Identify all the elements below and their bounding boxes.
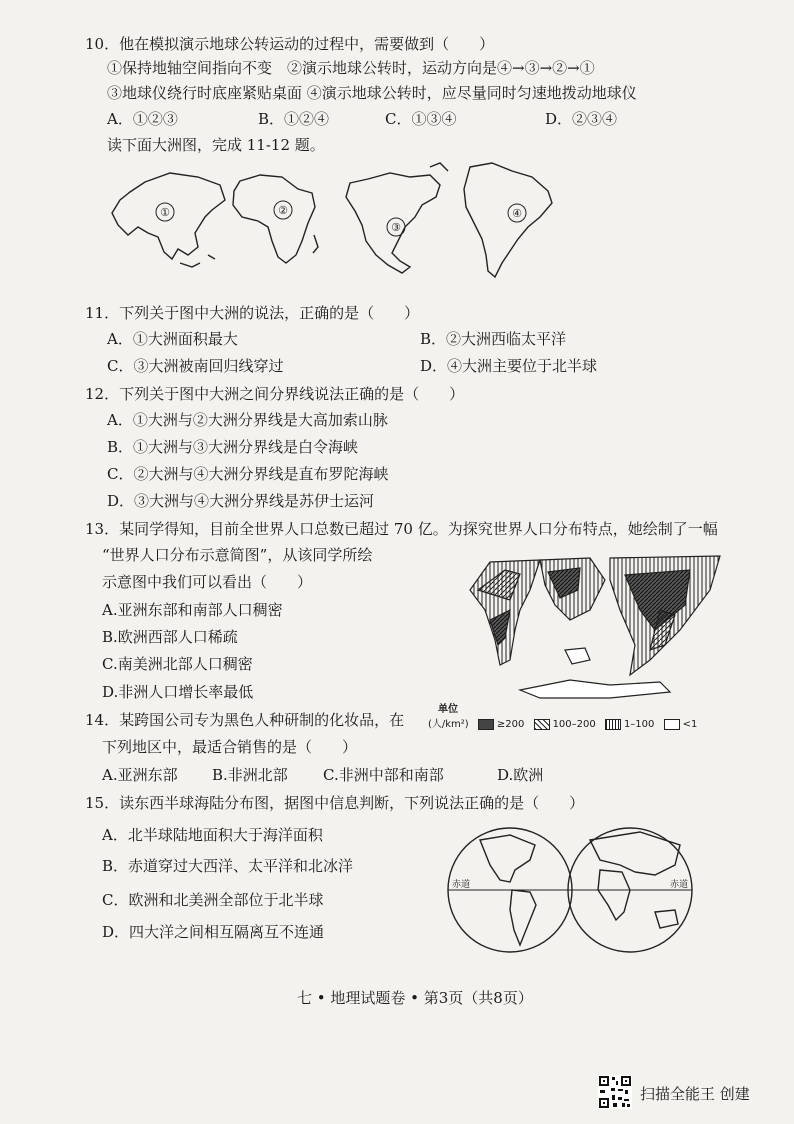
q14-option-c: C.非洲中部和南部 xyxy=(323,766,444,784)
legend-item: <1 xyxy=(682,719,698,730)
legend-swatch-empty xyxy=(664,719,680,730)
read-note: 读下面大洲图，完成 11-12 题。 xyxy=(107,136,325,154)
q14-option-a: A.亚洲东部 xyxy=(102,766,178,784)
q15-option-d: D．四大洋之间相互隔离互不连通 xyxy=(102,923,325,941)
q15-option-a: A．北半球陆地面积大于海洋面积 xyxy=(102,826,323,844)
q10-option-d: D．②③④ xyxy=(545,110,618,128)
legend-item: ≥200 xyxy=(496,719,525,730)
q11-option-d: D．④大洲主要位于北半球 xyxy=(420,357,598,375)
east-australia xyxy=(655,910,678,928)
equator-label-east: 赤道 xyxy=(670,880,689,890)
q13-option-c: C.南美洲北部人口稠密 xyxy=(102,655,253,673)
page-footer: 七 • 地理试题卷 • 第3页（共8页） xyxy=(297,989,533,1007)
legend-unit: (人/km²) xyxy=(428,719,469,730)
west-north-america xyxy=(480,835,535,882)
q14-stem-line2: 下列地区中，最适合销售的是（ ） xyxy=(102,738,358,756)
continent-label-4: ④ xyxy=(512,207,522,220)
q11-stem: 11．下列关于图中大洲的说法，正确的是（ ） xyxy=(85,304,420,322)
q13-option-d: D.非洲人口增长率最低 xyxy=(102,683,254,701)
q12-stem: 12．下列关于图中大洲之间分界线说法正确的是（ ） xyxy=(85,385,465,403)
q15-stem: 15．读东西半球海陆分布图，据图中信息判断，下列说法正确的是（ ） xyxy=(85,794,585,812)
legend-item: 100–200 xyxy=(552,719,596,730)
q13-option-a: A.亚洲东部和南部人口稠密 xyxy=(102,601,283,619)
continent-label-1: ① xyxy=(160,206,170,219)
legend-swatch-dense xyxy=(478,719,494,730)
scanner-watermark: 扫描全能王 创建 xyxy=(640,1085,750,1103)
q15-option-c: C．欧洲和北美洲全部位于北半球 xyxy=(102,891,324,909)
east-eurasia xyxy=(590,832,680,875)
q13-stem-line3: 示意图中我们可以看出（ ） xyxy=(102,573,313,591)
q12-option-c: C．②大洲与④大洲分界线是直布罗陀海峡 xyxy=(107,465,389,483)
hemispheres-map xyxy=(440,820,700,960)
qr-code-icon xyxy=(598,1075,632,1109)
q12-option-d: D．③大洲与④大洲分界线是苏伊士运河 xyxy=(107,492,375,510)
q13-option-b: B.欧洲西部人口稀疏 xyxy=(102,628,238,646)
population-map xyxy=(460,550,730,700)
africa-outline xyxy=(233,175,315,263)
q14-stem-line1: 14．某跨国公司专为黑色人种研制的化妆品，在 xyxy=(85,711,405,729)
legend-row xyxy=(428,715,697,730)
q10-stem: 10．他在模拟演示地球公转运动的过程中，需要做到（ ） xyxy=(85,35,495,53)
q11-option-b: B．②大洲西临太平洋 xyxy=(420,330,567,348)
legend-swatch-mid xyxy=(534,719,550,730)
continent-label-2: ② xyxy=(278,204,288,217)
q10-item-line: ③地球仪绕行时底座紧贴桌面 ④演示地球公转时，应尽量同时匀速地拨动地球仪 xyxy=(107,84,637,102)
q10-item-line: ①保持地轴空间指向不变 ②演示地球公转时，运动方向是④→③→②→① xyxy=(107,59,595,77)
q15-option-b: B．赤道穿过大西洋、太平洋和北冰洋 xyxy=(102,857,354,875)
q10-option-b: B．①②④ xyxy=(258,110,330,128)
population-legend xyxy=(428,700,697,730)
q10-option-c: C．①③④ xyxy=(385,110,457,128)
continents-figure xyxy=(100,155,580,285)
q11-option-c: C．③大洲被南回归线穿过 xyxy=(107,357,284,375)
legend-swatch-vert xyxy=(605,719,621,730)
east-africa xyxy=(598,870,630,920)
south-america-outline xyxy=(464,163,552,277)
q10-option-a: A．①②③ xyxy=(107,110,178,128)
q13-stem-line1: 13．某同学得知，目前全世界人口总数已超过 70 亿。为探究世界人口分布特点，她绘制了一幅 xyxy=(85,520,718,538)
continent-label-3: ③ xyxy=(391,221,401,234)
legend-title: 单位 xyxy=(438,704,458,715)
q12-option-b: B．①大洲与③大洲分界线是白令海峡 xyxy=(107,438,359,456)
q12-option-a: A．①大洲与②大洲分界线是大高加索山脉 xyxy=(107,411,388,429)
equator-label-west: 赤道 xyxy=(452,880,471,890)
legend-item: 1–100 xyxy=(623,719,655,730)
q11-option-a: A．①大洲面积最大 xyxy=(107,330,238,348)
west-south-america xyxy=(510,890,536,945)
q13-stem-line2: “世界人口分布示意简图”，从该同学所绘 xyxy=(102,546,373,564)
q14-option-b: B.非洲北部 xyxy=(212,766,288,784)
q14-option-d: D.欧洲 xyxy=(497,766,544,784)
